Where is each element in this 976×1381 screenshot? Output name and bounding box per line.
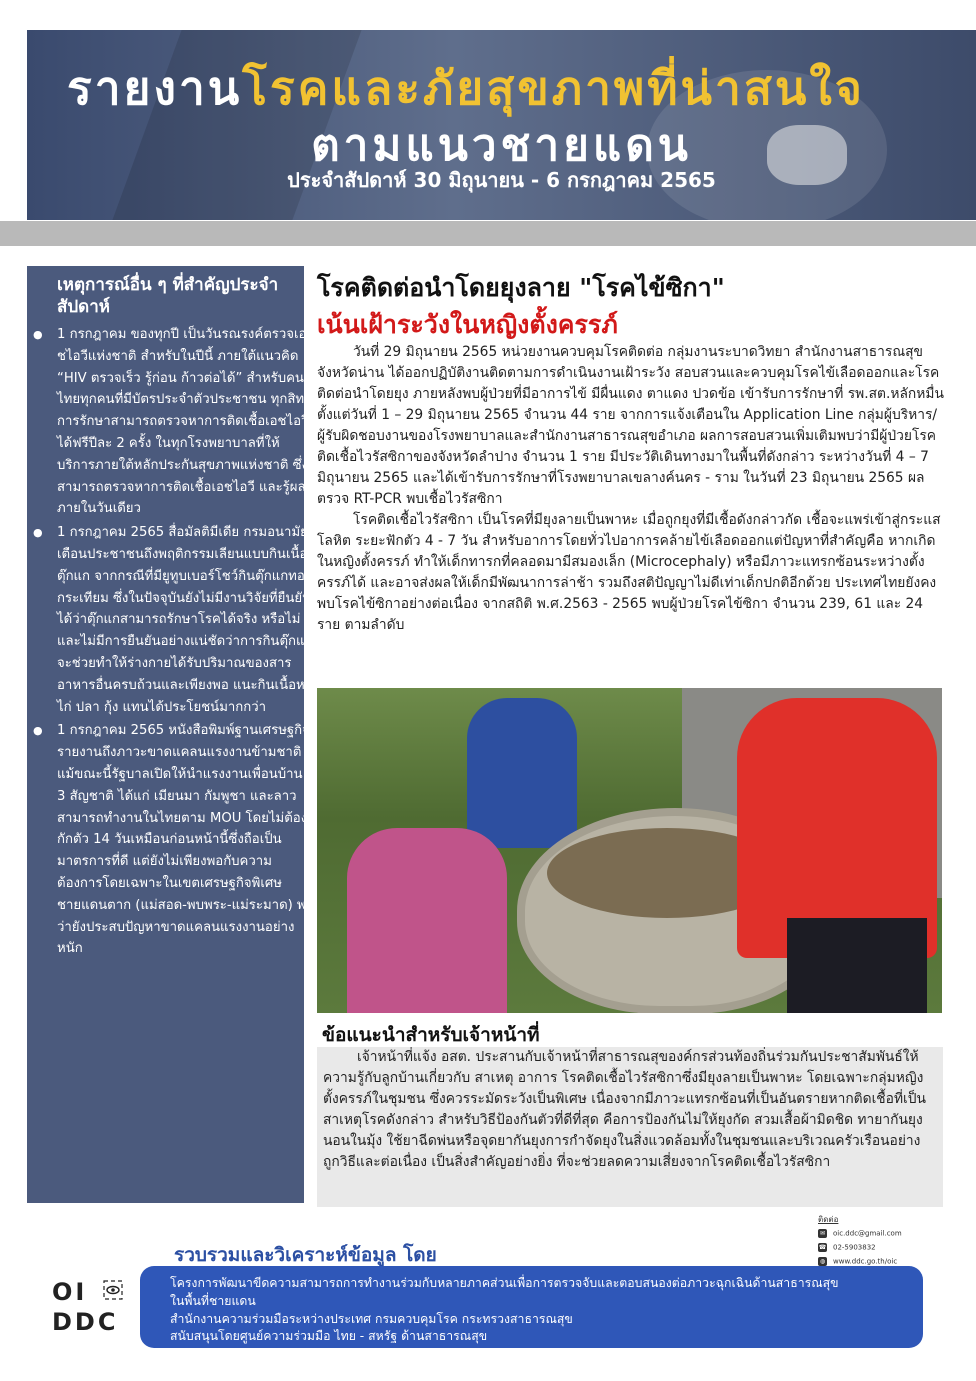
phone-icon: ☎ [818,1244,827,1251]
advice-box [317,1047,943,1207]
contact-phone-text: 02-5903832 [833,1243,876,1252]
report-title-yellow: โรคและภัยสุขภาพที่น่าสนใจ [242,61,865,115]
article-title: โรคติดต่อนำโดยยุงลาย "โรคไข้ซิกา" [317,273,725,302]
logo-oi: OI [52,1278,88,1306]
sidebar-heading: เหตุการณ์อื่น ๆ ที่สำคัญประจำสัปดาห์ [57,275,279,317]
contact-label: ติดต่อ [818,1215,839,1224]
footer-title: รวบรวมและวิเคราะห์ข้อมูล โดย [174,1244,437,1266]
sidebar-list [29,324,315,962]
advice-title: ข้อแนะนำสำหรับเจ้าหน้าที่ [322,1024,540,1046]
logo-ddc: DDC [52,1308,119,1336]
photo-person-red-pants [787,918,927,1013]
article-body [317,342,945,636]
footer-line-area: ในพื้นที่ชายแดน [170,1294,256,1308]
header-banner [27,30,976,220]
footer-box [140,1266,923,1348]
email-icon: ✉ [819,1230,826,1237]
sidebar-item: ● 1 กรกฎาคม 2565 สื่อมัลติมีเดีย กรมอนามัย เตือนประชาชนถึงพฤติกรรมเลียนแบบกินเนื้อตุ๊กแก จากกรณีที่มียูทูบเบอร์โชว์กินตุ๊กแกทอดกระเทียม ซึ่งในปัจจุบันยังไม่มีงานวิจัยที่ยืนยันได้ว่าตุ๊กแกสามารถรักษาโรคได้จริง หรือไม่ และไม่มีการยืนยันอย่างแน่ชัดว่าการกินตุ๊กแกจะช่วยทำให้ร่างกายได้รับปริมาณของสารอาหารอื่นครบถ้วนและเพียงพอ แนะกินเนื้อหมู ไก่ ปลา กุ้ง แทนได้ประโยชน์มากกว่า [45,522,315,718]
photo-person-blue [467,698,577,848]
globe-icon: ◍ [819,1258,826,1265]
contact-web-text: www.ddc.go.th/oic [833,1257,898,1266]
footer-line-office: สำนักงานความร่วมมือระหว่างประเทศ กรมควบคุมโรค กระทรวงสาธารณสุข [170,1312,573,1326]
report-title-line2: ตามแนวชายแดน [311,120,692,171]
contact-email[interactable] [818,1229,902,1238]
advice-text [323,1047,935,1173]
header-divider [0,221,976,246]
report-title-white: รายงาน [67,61,243,115]
contact-web[interactable] [818,1257,897,1266]
footer-line-support: สนับสนุนโดยศูนย์ความร่วมมือ ไทย - สหรัฐ ด้านสาธารณสุข [170,1329,488,1343]
article-paragraph: โรคติดเชื้อไวรัสซิกา เป็นโรคที่มียุงลายเป็นพาหะ เมื่อถูกยุงที่มีเชื้อดังกล่าวกัด เชื้อจะแพร่เข้าสู่กระแสโลหิต ระยะฟักตัว 4 - 7 วัน สำหรับอาการโดยทั่วไปอาการคล้ายไข้เลือดออกแต่ปัญหาที่สำคัญคือ หากเกิดในหญิงตั้งครรภ์ ทำให้เด็กทารกที่คลอดมามีสมองเล็ก (Microcephaly) หรือมีภาวะแทรกซ้อนระหว่างตั้งครรภ์ได้ และอาจส่งผลให้เด็กมีพัฒนาการล่าช้า รวมถึงสติปัญญาไม่ดีเท่าเด็กปกติอีกด้วย ประเทศไทยยังคงพบโรคไข้ซิกาอย่างต่อเนื่อง จากสถิติ พ.ศ.2563 - 2565 พบผู้ป่วยโรคไข้ซิกา จำนวน 239, 61 และ 24 ราย ตามลำดับ [317,512,941,633]
contact-phone[interactable] [818,1243,876,1252]
sidebar-item: ● 1 กรกฎาคม ของทุกปี เป็นวันรณรงค์ตรวจเอชไอวีแห่งชาติ สำหรับในปีนี้ ภายใต้แนวคิด “HIV ตรวจเร็ว รู้ก่อน ก้าวต่อได้” สำหรับคนไทยทุกคนที่มีบัตรประจำตัวประชาชน ทุกสิทธิ์การรักษาสามารถตรวจหาการติดเชื้อเอชไอวีได้ฟรีปีละ 2 ครั้ง ในทุกโรงพยาบาลที่ให้บริการภายใต้หลักประกันสุขภาพแห่งชาติ ซึ่งสามารถตรวจหาการติดเชื้อเอชไอวี และรู้ผลภายในวันเดียว [45,324,315,520]
contact-email-text: oic.ddc@gmail.com [833,1229,902,1238]
advice-paragraph: เจ้าหน้าที่แจ้ง อสต. ประสานกับเจ้าหน้าที่สาธารณสุของค์กรส่วนท้องถิ่นร่วมกันประชาสัมพันธ์ให้ ความรู้กับลูกบ้านเกี่ยวกับ สาเหตุ อาการ โรคติดเชื้อไวรัสซิกาซึ่งมียุงลายเป็นพาหะ โดยเฉพาะกลุ่มหญิงตั้งครรภ์ในชุมชน ซึ่งควรระมัดระวังเป็นพิเศษ เนื่องจากมีภาวะแทรกซ้อนที่เป็นอันตรายหากติดเชื้อที่เป็นสาเหตุโรคดังกล่าว สำหรับวิธีป้องกันตัวที่ดีที่สุด คือการป้องกันไม่ให้ยุงกัด สวมเสื้อผ้ามิดชิด ทายากันยุง นอนในมุ้ง ใช้ยาฉีดพ่นหรือจุดยากันยุงการกำจัดยุงในสิ่งแวดล้อมทั้งในชุมชนและบริเวณครัวเรือนอย่างถูกวิธีและต่อเนื่อง เป็นสิ่งสำคัญอย่างยิ่ง ที่จะช่วยลดความเสี่ยงจากโรคติดเชื้อไวรัสซิกา [323,1049,926,1170]
article-subtitle: เน้นเฝ้าระวังในหญิงตั้งครรภ์ [317,310,618,339]
footer-line-project: โครงการพัฒนาขีดความสามารถการทำงานร่วมกับหลายภาคส่วนเพื่อการตรวจจับและตอบสนองต่อภาวะฉุกเฉินด้านสาธารณสุข [170,1276,839,1290]
photo-person-pink [347,828,507,1013]
sidebar-item: ● 1 กรกฎาคม 2565 หนังสือพิมพ์ฐานเศรษฐกิจ รายงานถึงภาวะขาดแคลนแรงงานข้ามชาติ แม้ขณะนี้รัฐบาลเปิดให้นำแรงงานเพื่อนบ้าน 3 สัญชาติ ได้แก่ เมียนมา กัมพูชา และลาว สามารถทำงานในไทยตาม MOU โดยไม่ต้องกักตัว 14 วันเหมือนก่อนหน้านี้ซึ่งถือเป็นมาตรการที่ดี แต่ยังไม่เพียงพอกับความต้องการโดยเฉพาะในเขตเศรษฐกิจพิเศษ ชายแดนตาก (แม่สอด-พบพระ-แม่ระมาด) พบว่ายังประสบปัญหาขาดแคลนแรงงานอย่างหนัก [45,720,315,960]
eye-icon [103,1280,123,1300]
report-date: ประจำสัปดาห์ 30 มิถุนายน - 6 กรกฎาคม 2565 [287,168,716,192]
article-photo [317,688,942,1013]
article-paragraph: วันที่ 29 มิถุนายน 2565 หน่วยงานควบคุมโรคติดต่อ กลุ่มงานระบาดวิทยา สำนักงานสาธารณสุขจังหวัดน่าน ได้ออกปฏิบัติงานติดตามการดำเนินงานเฝ้าระวัง สอบสวนและควบคุมโรคไข้เลือดออกและโรคติดต่อนำโดยยุง ภายหลังพบผู้ป่วยที่มีอาการไข้ มีผื่นแดง ตาแดง ปวดข้อ เข้ารับการรักษาที่ รพ.สต.หลักหมื่น ตั้งแต่วันที่ 1 – 29 มิถุนายน 2565 จำนวน 44 ราย จากการแจ้งเตือนใน Application Line กลุ่มผู้บริหาร/ผู้รับผิดชอบงานของโรงพยาบาลและสำนักงานสาธารณสุขอำเภอ ผลการสอบสวนเพิ่มเติมพบว่ามีผู้ป่วยโรคติดเชื้อไวรัสซิกาของจังหวัดลำปาง จำนวน 1 ราย มีประวัติเดินทางมาในพื้นที่ดังกล่าว ระหว่างวันที่ 4 – 7 มิถุนายน 2565 และได้เข้ารับการรักษาที่โรงพยาบาลเขลางค์นคร - ราม ในวันที่ 23 มิถุนายน 2565 ผลตรวจ RT-PCR พบเชื้อไวรัสซิกา [317,344,944,507]
sidebar-events [27,266,315,1203]
